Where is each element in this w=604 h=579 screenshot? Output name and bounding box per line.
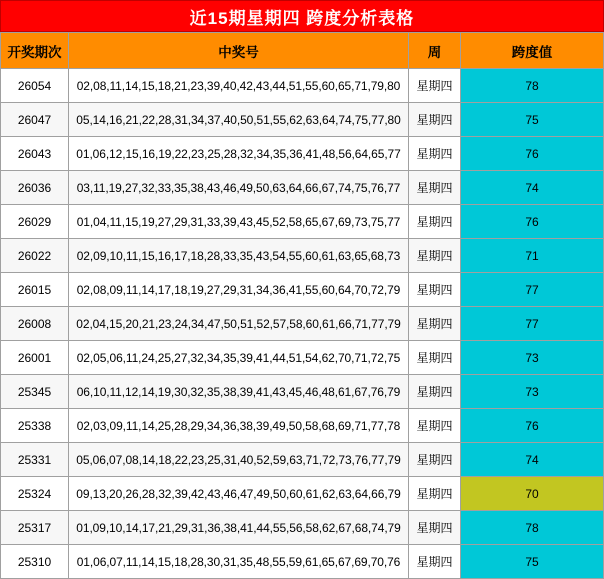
cell-week: 星期四 [409, 137, 461, 171]
cell-week: 星期四 [409, 477, 461, 511]
table-header [1, 33, 604, 69]
cell-span: 76 [461, 205, 604, 239]
table-row [1, 409, 604, 443]
cell-period: 26008 [1, 307, 69, 341]
cell-span: 78 [461, 511, 604, 545]
cell-numbers: 01,04,11,15,19,27,29,31,33,39,43,45,52,58,65,67,69,73,75,77 [69, 205, 409, 239]
cell-period: 26036 [1, 171, 69, 205]
cell-span: 77 [461, 307, 604, 341]
cell-week: 星期四 [409, 443, 461, 477]
table-body [1, 69, 604, 579]
cell-span: 73 [461, 341, 604, 375]
cell-numbers: 06,10,11,12,14,19,30,32,35,38,39,41,43,45,46,48,61,67,76,79 [69, 375, 409, 409]
cell-span: 77 [461, 273, 604, 307]
table-row [1, 341, 604, 375]
cell-span: 75 [461, 545, 604, 579]
table-row [1, 477, 604, 511]
cell-week: 星期四 [409, 205, 461, 239]
table-row [1, 511, 604, 545]
cell-numbers: 01,06,07,11,14,15,18,28,30,31,35,48,55,59,61,65,67,69,70,76 [69, 545, 409, 579]
cell-period: 25317 [1, 511, 69, 545]
cell-period: 26015 [1, 273, 69, 307]
cell-span: 74 [461, 443, 604, 477]
table-row [1, 171, 604, 205]
cell-week: 星期四 [409, 511, 461, 545]
cell-period: 25324 [1, 477, 69, 511]
cell-span: 76 [461, 137, 604, 171]
header-numbers: 中奖号 [69, 33, 409, 69]
cell-numbers: 02,08,11,14,15,18,21,23,39,40,42,43,44,51,55,60,65,71,79,80 [69, 69, 409, 103]
cell-numbers: 03,11,19,27,32,33,35,38,43,46,49,50,63,64,66,67,74,75,76,77 [69, 171, 409, 205]
cell-period: 26047 [1, 103, 69, 137]
cell-numbers: 01,06,12,15,16,19,22,23,25,28,32,34,35,36,41,48,56,64,65,77 [69, 137, 409, 171]
cell-span: 73 [461, 375, 604, 409]
page-title: 近15期星期四 跨度分析表格 [0, 0, 604, 32]
cell-week: 星期四 [409, 375, 461, 409]
table-row [1, 273, 604, 307]
cell-span: 76 [461, 409, 604, 443]
cell-period: 26029 [1, 205, 69, 239]
cell-numbers: 02,03,09,11,14,25,28,29,34,36,38,39,49,50,58,68,69,71,77,78 [69, 409, 409, 443]
cell-numbers: 02,04,15,20,21,23,24,34,47,50,51,52,57,58,60,61,66,71,77,79 [69, 307, 409, 341]
cell-week: 星期四 [409, 273, 461, 307]
table-row [1, 239, 604, 273]
cell-period: 25331 [1, 443, 69, 477]
table-row [1, 69, 604, 103]
header-period: 开奖期次 [1, 33, 69, 69]
cell-numbers: 05,14,16,21,22,28,31,34,37,40,50,51,55,62,63,64,74,75,77,80 [69, 103, 409, 137]
cell-span: 71 [461, 239, 604, 273]
cell-numbers: 09,13,20,26,28,32,39,42,43,46,47,49,50,60,61,62,63,64,66,79 [69, 477, 409, 511]
cell-numbers: 02,05,06,11,24,25,27,32,34,35,39,41,44,51,54,62,70,71,72,75 [69, 341, 409, 375]
cell-numbers: 02,09,10,11,15,16,17,18,28,33,35,43,54,55,60,61,63,65,68,73 [69, 239, 409, 273]
table-row [1, 307, 604, 341]
cell-week: 星期四 [409, 69, 461, 103]
cell-period: 25338 [1, 409, 69, 443]
cell-period: 26054 [1, 69, 69, 103]
cell-week: 星期四 [409, 409, 461, 443]
cell-week: 星期四 [409, 171, 461, 205]
table-row [1, 205, 604, 239]
cell-week: 星期四 [409, 103, 461, 137]
cell-span: 74 [461, 171, 604, 205]
cell-period: 26043 [1, 137, 69, 171]
cell-week: 星期四 [409, 307, 461, 341]
header-week: 周 [409, 33, 461, 69]
cell-span: 75 [461, 103, 604, 137]
cell-week: 星期四 [409, 341, 461, 375]
table-header-row [1, 33, 604, 69]
header-span: 跨度值 [461, 33, 604, 69]
cell-period: 25345 [1, 375, 69, 409]
cell-period: 25310 [1, 545, 69, 579]
cell-period: 26001 [1, 341, 69, 375]
cell-span: 78 [461, 69, 604, 103]
table-row [1, 545, 604, 579]
cell-week: 星期四 [409, 545, 461, 579]
table-row [1, 443, 604, 477]
span-analysis-table [0, 32, 604, 579]
table-row [1, 103, 604, 137]
cell-numbers: 05,06,07,08,14,18,22,23,25,31,40,52,59,63,71,72,73,76,77,79 [69, 443, 409, 477]
cell-numbers: 02,08,09,11,14,17,18,19,27,29,31,34,36,41,55,60,64,70,72,79 [69, 273, 409, 307]
table-row [1, 375, 604, 409]
cell-period: 26022 [1, 239, 69, 273]
cell-numbers: 01,09,10,14,17,21,29,31,36,38,41,44,55,56,58,62,67,68,74,79 [69, 511, 409, 545]
cell-week: 星期四 [409, 239, 461, 273]
table-row [1, 137, 604, 171]
cell-span: 70 [461, 477, 604, 511]
